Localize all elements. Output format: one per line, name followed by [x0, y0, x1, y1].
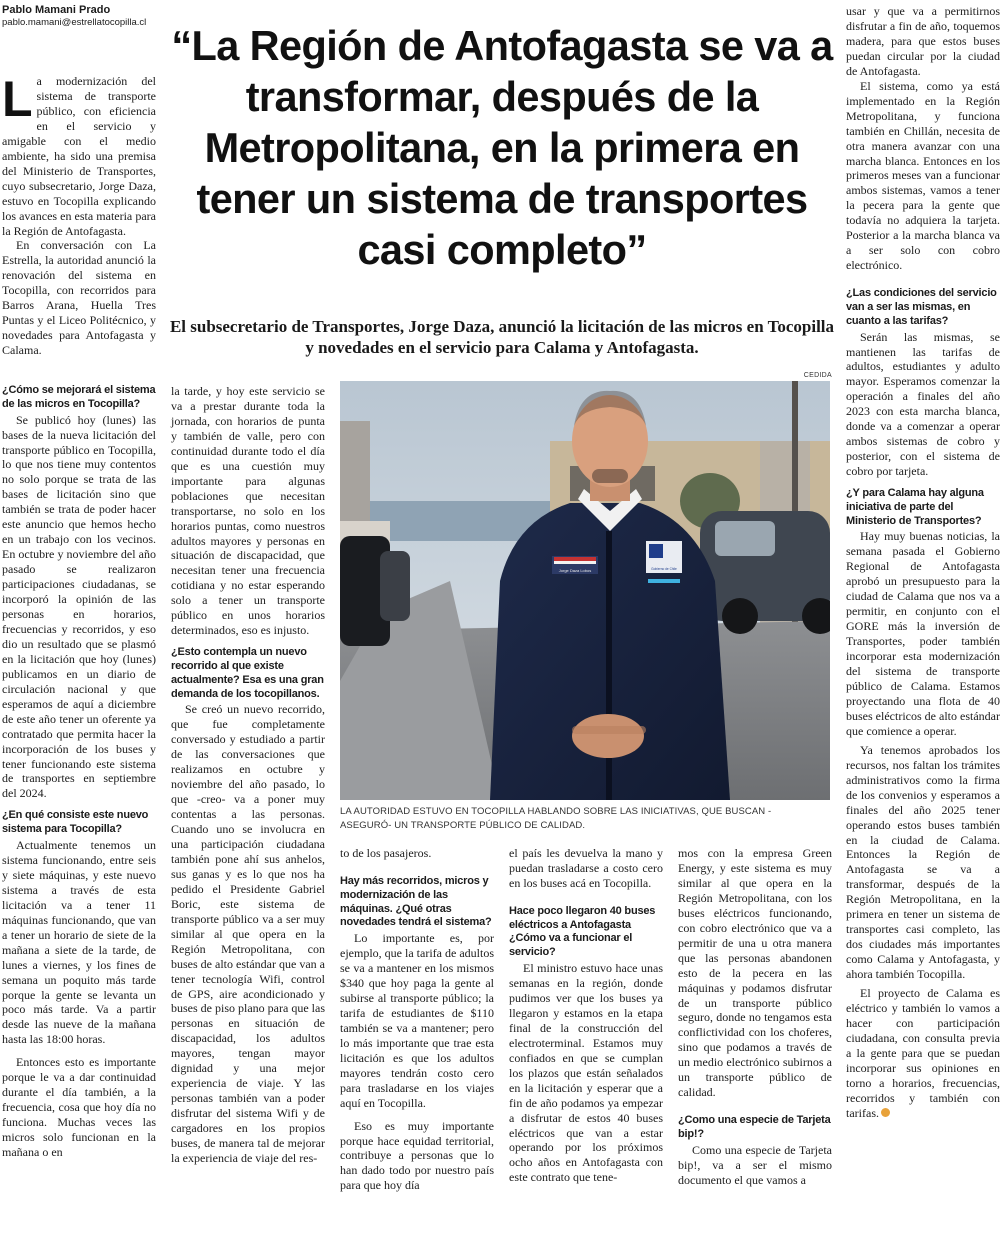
jacket-name-text: Jorge Daza Lobos	[558, 568, 592, 573]
intro-paragraph	[2, 71, 156, 238]
question: ¿Las condiciones del servicio van a ser las mismas, en cuanto a las tarifas?	[846, 287, 997, 327]
paragraph: Eso es muy importante porque hace equidad territorial, contribuye a personas que lo han dado todo por nuestro país para que hoy día	[340, 1118, 494, 1193]
photo-illustration	[340, 381, 830, 800]
subtitle: El subsecretario de Transportes, Jorge Daza, anunció la licitación de las micros en Tocopilla y novedades en el servicio para Calama y Antofagasta.	[169, 317, 835, 357]
question: ¿Cómo se mejorará el sistema de las micros en Tocopilla?	[2, 384, 156, 410]
photo-credit: CEDIDA	[803, 372, 832, 379]
byline	[2, 4, 162, 29]
end-mark-icon	[881, 1108, 890, 1117]
intro-text: a modernización del sistema de transporte público, con eficiencia en el servicio y amigable con el medio ambiente, ha sido una premisa del Ministerio de Transportes, cuyo subsecretario, Jorge Daza, estuvo en Tocopilla explicando los avances en esta materia para la Región de Antofagasta.	[2, 74, 156, 238]
article-photo	[340, 381, 830, 800]
question: ¿Y para Calama hay alguna iniciativa de parte del Ministerio de Transportes?	[846, 487, 984, 527]
headline: “La Región de Antofagasta se va a transformar, después de la Metropolitana, en la primera en tener un sistema de transportes casi completo”	[171, 22, 833, 273]
paragraph: Ya tenemos aprobados los recursos, nos faltan los trámites administrativos como la firma de los convenios y esperamos a finales del año 2025 tener operando estos buses también en la ciudad de Calama. Entonces la Región de Antofagasta se va a transformar, después de la Región Metropolitana, en la primera en tener un sistema de transportes casi completo, las dos ciudades más importantes como Calama y Antofagasta, y ahora también Tocopilla.	[846, 742, 1000, 982]
author-email[interactable]: pablo.mamani@estrellatocopilla.cl	[2, 17, 147, 28]
paragraph: la tarde, y hoy este servicio se va a prestar durante toda la jornada, con horarios de punta y también de valle, pero con continuidad durante todo el día que es una cuestión muy importante para algunas poblaciones que necesitan transportarse, no solo en los horarios puntas, como nuestros adultos mayores y personas en situación de discapacidad, que necesitan tener una frecuencia cotidiana y no estar esperando solo a tener un transporte público en unos horarios determinados, eso es injusto.	[171, 384, 325, 638]
paragraph: to de los pasajeros.	[340, 846, 432, 860]
intro-column	[2, 71, 156, 358]
paragraph: mos con la empresa Green Energy, y este sistema es muy similar al que opera en la Región Metropolitana, con los buses eléctricos funcionando, con cobro electrónico que va a permitir de una u otra manera que las personas abandonen esto de la pecera en las máquinas y podamos disfrutar de un transporte público seguro, donde no tengamos esta conflictividad con los choferes, sino que podamos a través de un medio electrónico subirnos a un transporte público de calidad.	[678, 846, 832, 1100]
paragraph: el país les devuelva la mano y puedan trasladarse a costo cero en los buses acá en Tocopilla.	[509, 846, 663, 890]
paragraph: Como una especie de Tarjeta bip!, va a ser el mismo documento el que vamos a	[678, 1142, 832, 1187]
paragraph-final	[846, 986, 1000, 1121]
paragraph: El ministro estuvo hace unas semanas en la región, donde pudimos ver que los buses ya llegaron y estamos en la etapa final de la construcción del electroterminal. Estamos muy confiados en que se cumplan los plazos que están señalados en la licitación y esperar que a fin de año podamos ya empezar a disfrutar de estos 40 buses eléctricos que van a estar operando por los próximos ocho años en Antofagasta con este contrato que tene-	[509, 961, 663, 1185]
column-1	[2, 384, 156, 1160]
paragraph: Se publicó hoy (lunes) las bases de la nueva licitación del transporte público en Tocopilla, lo que nos tiene muy contentos no solo porque se trata de las bases de licitación sino que también se trata de poder hacer este anuncio que hemos hecho en un trabajo con los vecinos. En octubre y noviembre del año pasado se realizaron participaciones ciudadanas, se incorporó la opinión de las personas en horarios, frecuencias y recorridos, y eso dio un resultado que se plasmó en la licitación que hoy (lunes) publicamos en un diario de circulación nacional y que esperamos de aquí a diciembre de este año tener un oferente ya contratado que permita hacer la incorporación de los buses y tener funcionando este sistema de transportes en septiembre del 2024.	[2, 412, 156, 801]
question: ¿Esto contempla un nuevo recorrido al que existe actualmente? Esa es una gran demanda de los tocopillanos.	[171, 646, 324, 700]
question: ¿En qué consiste este nuevo sistema para Tocopilla?	[2, 809, 149, 836]
paragraph: Lo importante es, por ejemplo, que la tarifa de adultos se va a mantener en los mismos $340 que hoy paga la gente al subirse al transporte público; la tarifa de estudiantes de $110 también se va a mantener; pero lo más importante que trae esta licitación es que los adultos mayores tendrán costo cero para trasladarse en los viajes aquí en Tocopilla.	[340, 931, 494, 1110]
paragraph: usar y que va a permitirnos disfrutar a fin de año, toquemos madera, para que estos buses puedan circular por la ciudad de Antofagasta.	[846, 4, 1000, 78]
paragraph: Se creó un nuevo recorrido, que fue completamente conversado y estudiado a partir de las conversaciones que realizamos en octubre y noviembre del año pasado, lo que -creo- va a poner muy contentas a las personas. Cuando uno se involucra en una participación ciudadana también pone ahí sus anhelos, sus ganas y es lo que nos ha pedido el Presidente Gabriel Boric, este sistema de transporte público va a ser muy similar al que opera en la Región Metropolitana, con buses de alto estándar que van a tener tecnología Wifi, control de GPS, aire acondicionado y buses de piso plano para que las personas en situación de discapacidad, los adultos mayores, tengan mayor dignidad y una mejor experiencia de viaje. Y las personas también van a poder disfrutar del sistema Wifi y de cargadores en los propios buses, de manera tal de mejorar la experiencia de viaje del res-	[171, 702, 325, 1165]
question: Hay más recorridos, micros y modernización de las máquinas. ¿Qué otras novedades tendrá el sistema?	[340, 874, 492, 929]
column-5	[678, 846, 832, 1188]
gov-badge-text: Gobierno de Chile	[651, 567, 677, 571]
author-name: Pablo Mamani Prado	[2, 4, 111, 16]
column-2	[171, 384, 325, 1166]
photo-caption: LA AUTORIDAD ESTUVO EN TOCOPILLA HABLANDO SOBRE LAS INICIATIVAS, QUE BUSCAN - ASEGURÓ- UN TRANSPORTE PÚBLICO DE CALIDAD.	[340, 806, 772, 831]
column-3	[340, 846, 494, 1193]
drop-cap: L	[2, 71, 33, 127]
column-4	[509, 846, 663, 1185]
question: Hace poco llegaron 40 buses eléctricos a Antofagasta ¿Cómo va a funcionar el servicio?	[509, 904, 656, 959]
final-text: El proyecto de Calama es eléctrico y también lo vamos a hacer con participación ciudadana, con consulta previa a la gente para que se puedan incorporar sus opiniones en torno a horarios, frecuencias, recorridos y también con tarifas.	[846, 986, 1000, 1120]
paragraph: Hay muy buenas noticias, la semana pasada el Gobierno Regional de Antofagasta aprobó un presupuesto para la ciudad de Calama que nos va a permitir, en conjunto con el GORE más la inversión de Transportes, poder también incorporar esta modernización del sistema de transporte público de Calama. Estamos proyectando una flota de 40 buses eléctricos de alto estándar que comience a operar.	[846, 529, 1000, 738]
paragraph: El sistema, como ya está implementado en la Región Metropolitana, y funciona también en Chillán, necesita de otra manera avanzar con una marcha blanca. Entonces en los primeros meses van a funcionar ambos sistemas, vamos a tener la pecera para la gente que todavía no adquiera la tarjeta. Posterior a la marcha blanca va a ser solo con cobro electrónico.	[846, 78, 1000, 273]
column-6	[846, 4, 1000, 1121]
paragraph: Entonces esto es importante porque le va a dar continuidad durante el día también, a la frecuencia, cosa que hoy día no funciona. Muchas veces las micros solo funcionan en la mañana o en	[2, 1055, 156, 1160]
paragraph: Serán las mismas, se mantienen las tarifas de adultos, estudiantes y adulto mayor. Esperamos comenzar la operación a finales del año 2023 con esta marcha blanca, donde va a comenzar a operar ambos sistemas de cobro y posterior, con el sistema de cobro por tarjeta.	[846, 329, 1000, 479]
paragraph: Actualmente tenemos un sistema funcionando, entre seis y siete máquinas, y este nuevo sistema a través de esta licitación va a tener 11 máquinas funcionando, que van a tener un horario de siete de la mañana a siete de la tarde, de lunes a viernes, y los fines de semana un poquito más tarde porque la gente se levanta un poco más tarde. Va a partir desde las nueve de la mañana hasta las 18:00 horas.	[2, 837, 156, 1047]
paragraph: En conversación con La Estrella, la autoridad anunció la renovación del sistema en Tocopilla, con recorridos para Barros Arana, Huella Tres Puntas y el Liceo Politécnico, y novedades para Antofagasta y Calama.	[2, 238, 156, 358]
question: ¿Como una especie de Tarjeta bip!?	[678, 1114, 831, 1140]
